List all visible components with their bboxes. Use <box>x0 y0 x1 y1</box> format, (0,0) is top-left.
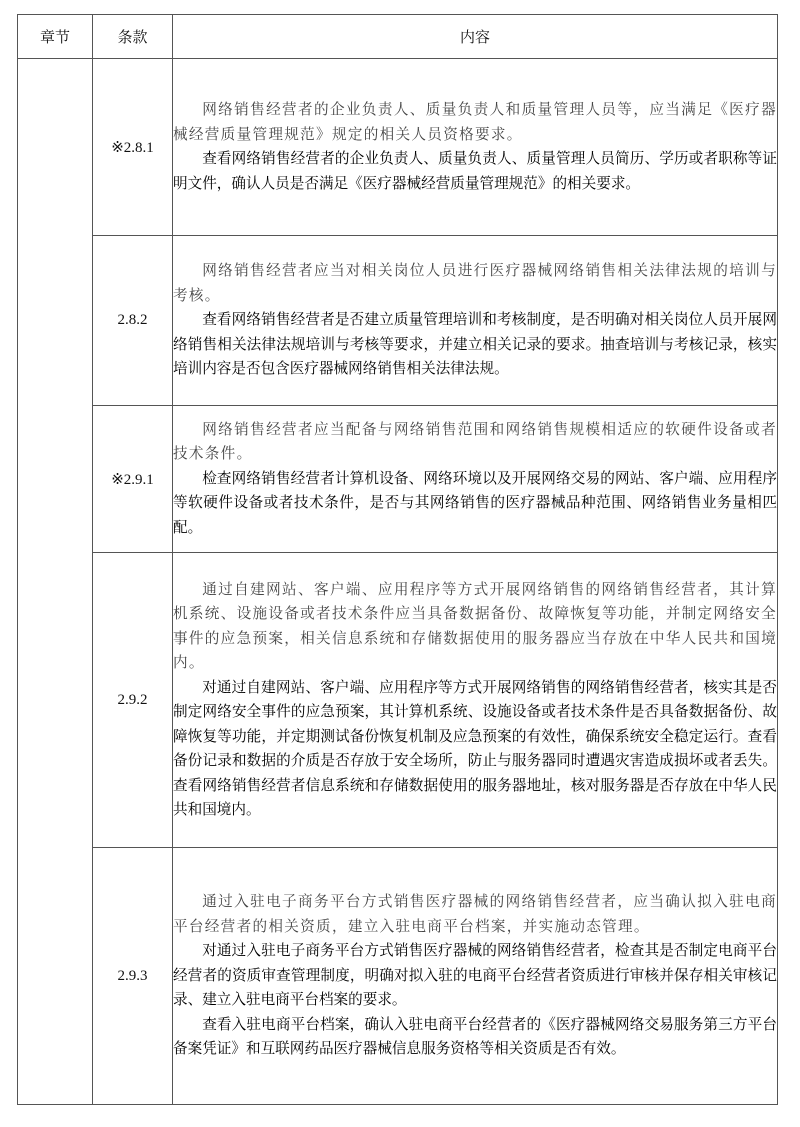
content-cell <box>173 236 778 406</box>
content-cell <box>173 848 778 1105</box>
chapter-cell <box>18 59 93 1105</box>
table-row <box>18 406 778 553</box>
check-text: 检查网络销售经营者计算机设备、网络环境以及开展网络交易的网站、客户端、应用程序等软硬件设备或者技术条件，是否与其网络销售的医疗器械品种范围、网络销售业务量相匹配。 <box>173 469 777 536</box>
check-text: 查看网络销售经营者是否建立质量管理培训和考核制度，是否明确对相关岗位人员开展网络销售相关法律法规培训与考核等要求，并建立相关记录的要求。抽查培训与考核记录，核实培训内容是否包含医疗器械网络销售相关法律法规。 <box>173 311 777 378</box>
check-text: 对通过入驻电子商务平台方式销售医疗器械的网络销售经营者，检查其是否制定电商平台经营者的资质审查管理制度，明确对拟入驻的电商平台经营者资质进行审核并保存相关审核记录、建立入驻电商平台档案的要求。 <box>173 942 777 1009</box>
requirement-text: 通过自建网站、客户端、应用程序等方式开展网络销售的网络销售经营者，其计算机系统、设施设备或者技术条件应当具备数据备份、故障恢复等功能，并制定网络安全事件的应急预案，相关信息系统和存储数据使用的服务器应当存放在中华人民共和国境内。 <box>173 580 777 671</box>
table-row <box>18 236 778 406</box>
inspection-table <box>17 14 778 1105</box>
table-row <box>18 848 778 1105</box>
table-header-row <box>18 15 778 59</box>
clause-cell: ※2.9.1 <box>93 406 173 553</box>
check-text: 查看网络销售经营者的企业负责人、质量负责人、质量管理人员简历、学历或者职称等证明文件，确认人员是否满足《医疗器械经营质量管理规范》的相关要求。 <box>173 150 777 192</box>
clause-cell: 2.8.2 <box>93 236 173 406</box>
header-chapter: 章节 <box>18 15 93 59</box>
requirement-text: 网络销售经营者应当配备与网络销售范围和网络销售规模相适应的软硬件设备或者技术条件。 <box>173 420 777 463</box>
requirement-text: 通过入驻电子商务平台方式销售医疗器械的网络销售经营者，应当确认拟入驻电商平台经营者的相关资质，建立入驻电商平台档案，并实施动态管理。 <box>173 893 777 935</box>
table-row <box>18 59 778 236</box>
requirement-text: 网络销售经营者的企业负责人、质量负责人和质量管理人员等，应当满足《医疗器械经营质量管理规范》规定的相关人员资格要求。 <box>173 101 777 143</box>
check-text: 查看入驻电商平台档案，确认入驻电商平台经营者的《医疗器械网络交易服务第三方平台备案凭证》和互联网药品医疗器械信息服务资格等相关资质是否有效。 <box>173 1015 777 1058</box>
requirement-text: 网络销售经营者应当对相关岗位人员进行医疗器械网络销售相关法律法规的培训与考核。 <box>173 262 777 304</box>
clause-cell: ※2.8.1 <box>93 59 173 236</box>
table-row <box>18 553 778 848</box>
content-cell <box>173 553 778 848</box>
content-cell <box>173 59 778 236</box>
header-content: 内容 <box>173 15 778 59</box>
check-text: 对通过自建网站、客户端、应用程序等方式开展网络销售的网络销售经营者，核实其是否制定网络安全事件的应急预案，其计算机系统、设施设备或者技术条件是否具备数据备份、故障恢复等功能，并定期测试备份恢复机制及应急预案的有效性，确保系统安全稳定运行。查看备份记录和数据的介质是否存放于安全场所，防止与服务器同时遭遇灾害造成损坏或者丢失。查看网络销售经营者信息系统和存储数据使用的服务器地址，核对服务器是否存放在中华人民共和国境内。 <box>173 678 777 818</box>
clause-cell: 2.9.2 <box>93 553 173 848</box>
content-cell <box>173 406 778 553</box>
clause-cell: 2.9.3 <box>93 848 173 1105</box>
header-clause: 条款 <box>93 15 173 59</box>
